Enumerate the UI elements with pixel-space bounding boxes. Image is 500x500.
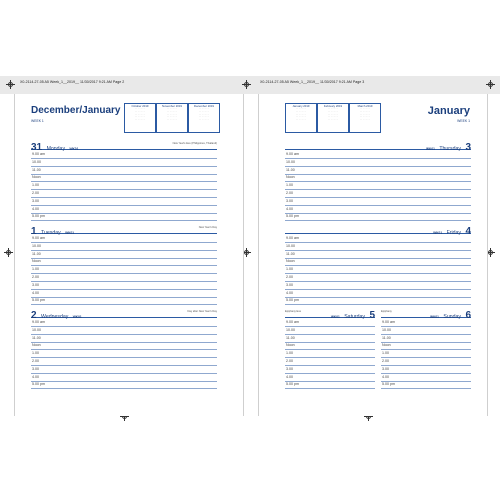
- time-slot-line: [285, 205, 471, 206]
- crop-mark-icon: [486, 80, 495, 89]
- time-slot-line: [31, 334, 217, 335]
- week-number: WK01: [69, 147, 79, 151]
- time-slot-line: [285, 273, 471, 274]
- time-slot-label: 2.00: [286, 191, 293, 195]
- time-slot-line: [31, 250, 217, 251]
- day-note: Day after New Year's Day: [187, 310, 217, 313]
- day-number: 6: [465, 310, 471, 321]
- mini-calendar: December 2019 · · · · · · · · · · · · · · · · · · · · · · · · · · · · · · · · · · ·: [188, 103, 220, 133]
- time-slot-line: [31, 158, 217, 159]
- time-slot-line: [31, 166, 217, 167]
- time-slot-line: [31, 289, 217, 290]
- time-slot-label: 3.00: [286, 282, 293, 287]
- mini-calendar: October 2019 · · · · · · · · · · · · · · · · · · · · · · · · · · · · · · · · · · ·: [124, 103, 156, 133]
- time-slot-label: Noon: [32, 259, 41, 264]
- time-slot-label: 1.00: [286, 351, 293, 356]
- time-slot-line: [285, 334, 375, 335]
- time-slot-label: 11.00: [286, 167, 295, 172]
- time-slot-line: [285, 213, 471, 214]
- time-slot-label: 11.00: [32, 167, 41, 172]
- time-slot-label: 10.00: [32, 159, 41, 164]
- day-name: Friday: [446, 230, 461, 236]
- time-slot-line: [31, 281, 217, 282]
- time-slot-label: Noon: [286, 343, 295, 348]
- time-slot-label: 5.00 pm: [32, 214, 45, 219]
- day-number: 31: [31, 142, 43, 153]
- time-slot-line: [381, 326, 471, 327]
- time-slot-line: [381, 365, 471, 366]
- time-slot-label: 1.00: [32, 351, 39, 356]
- time-slot-label: 2.00: [286, 359, 293, 363]
- time-slot-label: 5.00 pm: [32, 382, 45, 387]
- time-slot-label: 11.00: [32, 335, 41, 340]
- week-number: WK01: [433, 231, 443, 235]
- time-slot-label: 9.00 am: [382, 320, 395, 324]
- time-slot-line: [285, 349, 375, 350]
- time-slot-label: 10.00: [32, 327, 41, 332]
- time-slot-label: 9.00 am: [32, 320, 45, 324]
- time-slot-label: Noon: [32, 343, 41, 348]
- time-slot-label: 10.00: [286, 327, 295, 332]
- time-slot-label: 4.00: [32, 206, 39, 211]
- time-slot-label: 1.00: [382, 351, 389, 356]
- time-slot-label: 10.00: [286, 159, 295, 164]
- time-slot-label: 9.00 am: [32, 236, 45, 240]
- time-slot-line: [285, 250, 471, 251]
- time-slot-line: [381, 349, 471, 350]
- day-name: Wednesday: [41, 314, 69, 320]
- week-number: WK01: [330, 315, 340, 319]
- time-slot-line: [381, 388, 471, 389]
- mini-calendar: November 2019 · · · · · · · · · · · · · · · · · · · · · · · · · · · · · · · · · · ·: [156, 103, 188, 133]
- day-name: Monday: [46, 146, 66, 152]
- time-slot-label: 4.00: [286, 206, 293, 211]
- time-slot-label: 11.00: [286, 335, 295, 340]
- time-slot-label: 5.00 pm: [32, 298, 45, 303]
- time-slot-line: [285, 174, 471, 175]
- time-slot-label: 1.00: [32, 267, 39, 272]
- time-slot-line: [381, 357, 471, 358]
- time-slot-line: [31, 189, 217, 190]
- time-slot-line: [381, 342, 471, 343]
- time-slot-label: 10.00: [286, 243, 295, 248]
- time-slot-label: 9.00 am: [286, 152, 299, 156]
- day-name: Thursday: [439, 146, 461, 152]
- day-number: 5: [369, 310, 375, 321]
- time-slot-label: 4.00: [32, 374, 39, 379]
- time-slot-label: 11.00: [382, 335, 391, 340]
- time-slot-label: 4.00: [286, 290, 293, 295]
- time-slot-label: 3.00: [32, 198, 39, 203]
- time-slot-line: [285, 281, 471, 282]
- time-slot-label: 4.00: [286, 374, 293, 379]
- day-number: 3: [465, 142, 471, 153]
- time-slot-label: 2.00: [382, 359, 389, 363]
- time-slot-line: [31, 258, 217, 259]
- time-slot-label: 9.00 am: [32, 152, 45, 156]
- time-slot-line: [31, 381, 217, 382]
- time-slot-label: 5.00 pm: [382, 382, 395, 387]
- time-slot-label: 11.00: [32, 251, 41, 256]
- time-slot-label: Noon: [286, 175, 295, 180]
- time-slot-label: 2.00: [286, 275, 293, 279]
- time-slot-line: [381, 334, 471, 335]
- time-slot-label: 4.00: [382, 374, 389, 379]
- time-slot-line: [285, 326, 375, 327]
- day-number: 2: [31, 310, 37, 321]
- time-slot-label: 3.00: [32, 366, 39, 371]
- time-slot-label: 3.00: [382, 366, 389, 371]
- right-week-label: WEEK 1: [457, 119, 470, 123]
- day-header: [285, 137, 471, 155]
- time-slot-line: [31, 265, 217, 266]
- time-slot-line: [285, 166, 471, 167]
- time-slot-label: 3.00: [286, 198, 293, 203]
- left-week-label: WEEK 1: [31, 119, 44, 123]
- time-slot-line: [31, 365, 217, 366]
- time-slot-line: [31, 342, 217, 343]
- time-slot-line: [285, 158, 471, 159]
- print-slug-left: X0-2114-27-05 A5 Week_1__2019__ 11/30/2017 9:21 AM Page 2: [20, 80, 125, 84]
- time-slot-line: [31, 357, 217, 358]
- time-slot-label: 10.00: [382, 327, 391, 332]
- left-page-title: December/January: [31, 105, 121, 116]
- time-slot-line: [285, 357, 375, 358]
- week-number: WK01: [72, 315, 82, 319]
- day-name: Saturday: [344, 314, 365, 320]
- mini-calendar: February 2019 · · · · · · · · · · · · · · · · · · · · · · · · · · · · · · · · · · ·: [317, 103, 349, 133]
- day-number: 4: [465, 226, 471, 237]
- time-slot-label: 2.00: [32, 359, 39, 363]
- time-slot-line: [285, 289, 471, 290]
- time-slot-label: 4.00: [32, 290, 39, 295]
- crop-mark-icon: [6, 80, 15, 89]
- time-slot-label: Noon: [32, 175, 41, 180]
- crop-mark-icon: [242, 80, 251, 89]
- week-number: WK01: [430, 315, 439, 319]
- print-slug-right: X0-2114-27-05 A5 Week_1__2019__ 11/30/2017 9:21 AM Page 3: [260, 80, 365, 84]
- time-slot-label: 10.00: [32, 243, 41, 248]
- time-slot-label: Noon: [286, 259, 295, 264]
- time-slot-line: [31, 388, 217, 389]
- week-number: WK01: [426, 147, 435, 151]
- week-number: WK01: [65, 231, 75, 235]
- time-slot-line: [285, 258, 471, 259]
- time-slot-line: [31, 373, 217, 374]
- time-slot-label: 9.00 am: [286, 236, 299, 240]
- time-slot-line: [285, 373, 375, 374]
- day-note: New Year's Day: [198, 226, 217, 229]
- time-slot-line: [285, 242, 471, 243]
- time-slot-line: [31, 242, 217, 243]
- time-slot-label: 2.00: [32, 191, 39, 195]
- time-slot-line: [31, 213, 217, 214]
- time-slot-label: 2.00: [32, 275, 39, 279]
- day-note: New Year's Eve (Philippines, Thailand): [172, 142, 217, 145]
- time-slot-line: [285, 342, 375, 343]
- mini-calendar: January 2019 · · · · · · · · · · · · · · · · · · · · · · · · · · · · · · · · · · ·: [285, 103, 317, 133]
- time-slot-line: [31, 273, 217, 274]
- day-note: Epiphany Eve: [285, 310, 302, 313]
- time-slot-line: [285, 197, 471, 198]
- crop-mark-icon: [4, 248, 13, 257]
- time-slot-label: 9.00 am: [286, 320, 299, 324]
- day-header: [285, 221, 471, 239]
- right-page-title: January: [427, 105, 470, 117]
- time-slot-label: Noon: [382, 343, 391, 348]
- time-slot-label: 1.00: [32, 183, 39, 188]
- time-slot-line: [31, 326, 217, 327]
- time-slot-line: [285, 265, 471, 266]
- time-slot-line: [31, 205, 217, 206]
- time-slot-line: [285, 181, 471, 182]
- time-slot-line: [285, 388, 375, 389]
- time-slot-label: 1.00: [286, 183, 293, 188]
- time-slot-line: [381, 373, 471, 374]
- day-name: Sunday: [443, 314, 461, 320]
- time-slot-line: [31, 174, 217, 175]
- time-slot-line: [31, 197, 217, 198]
- day-note: Epiphany: [381, 310, 392, 313]
- mini-calendar: March 2019 · · · · · · · · · · · · · · · · · · · · · · · · · · · · · · · · · · ·: [349, 103, 381, 133]
- time-slot-line: [285, 365, 375, 366]
- time-slot-line: [31, 349, 217, 350]
- time-slot-label: 3.00: [286, 366, 293, 371]
- time-slot-label: 3.00: [32, 282, 39, 287]
- time-slot-label: 5.00 pm: [286, 382, 299, 387]
- day-number: 1: [31, 226, 37, 237]
- time-slot-label: 5.00 pm: [286, 298, 299, 303]
- time-slot-label: 5.00 pm: [286, 214, 299, 219]
- time-slot-line: [31, 297, 217, 298]
- day-name: Tuesday: [41, 230, 61, 236]
- time-slot-line: [31, 181, 217, 182]
- time-slot-label: 11.00: [286, 251, 295, 256]
- time-slot-label: 1.00: [286, 267, 293, 272]
- time-slot-line: [285, 189, 471, 190]
- time-slot-line: [285, 297, 471, 298]
